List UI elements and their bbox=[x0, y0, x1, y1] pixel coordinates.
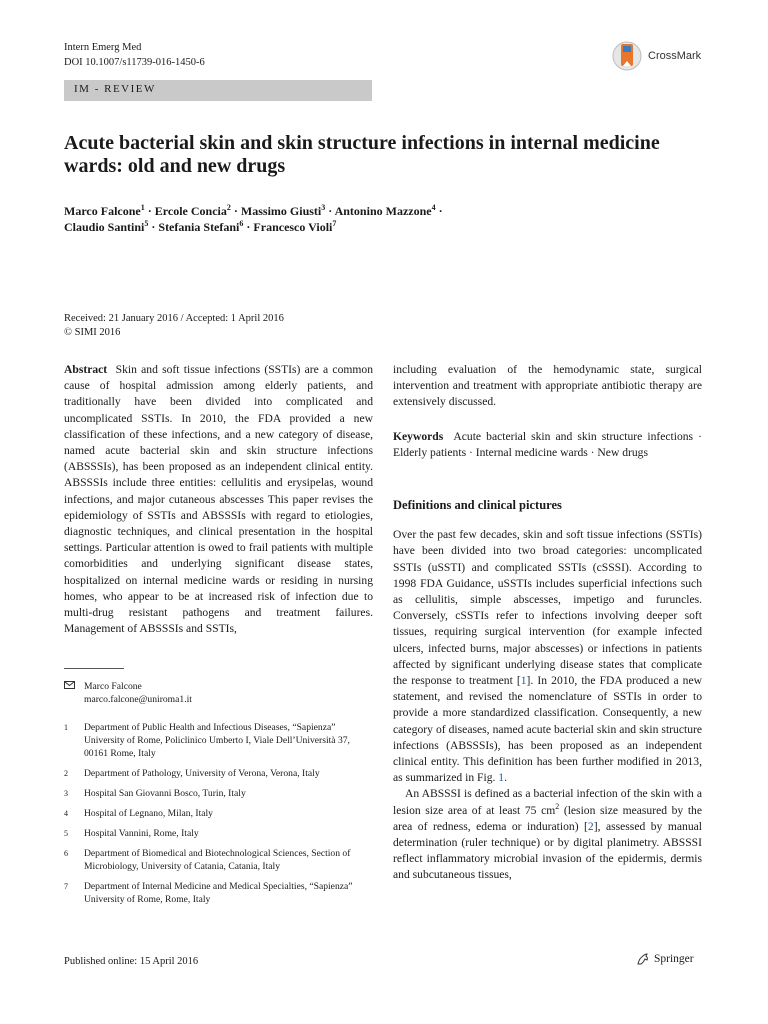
crossmark-label: CrossMark bbox=[648, 50, 702, 62]
publisher-logo bbox=[636, 952, 694, 966]
envelope-icon bbox=[64, 680, 84, 706]
publisher-name: Springer bbox=[654, 953, 694, 965]
affiliation-item: 6 Department of Biomedical and Biotechnological Sciences, Section of Microbiology, University of Catania, Catania, Italy bbox=[64, 848, 351, 872]
author-list: Marco Falcone$^1$ · Ercole Concia$^2$ · Massimo Giusti$^3$ · Antonino Mazzone$^4$ · Claudio Santini$^5$ · Stefania Stefani$^6$ · Francesco Violi$^7$ bbox=[64, 203, 443, 234]
author[interactable]: Marco Falcone$^1$ bbox=[64, 203, 145, 218]
article-title: Acute bacterial skin and skin structure infections in internal medicine wards: old and new drugs bbox=[64, 132, 660, 177]
affiliation-item: 5 Hospital Vannini, Rome, Italy bbox=[64, 828, 199, 839]
affiliation-item: 4 Hospital of Legnano, Milan, Italy bbox=[64, 808, 213, 819]
correspondence-name: Marco Falcone bbox=[84, 681, 142, 692]
abstract-continuation: including evaluation of the hemodynamic state, surgical intervention and treatment with appropriate antibiotic therapy are extensively discussed. bbox=[393, 363, 702, 409]
footnote-divider bbox=[64, 668, 124, 669]
body-paragraph: An ABSSSI is defined as a bacterial infection of the skin with a lesion size area of at least 75 $cm^2$ (lesion size measured by the area of redness, edema or induration) [2], assessed by manual determination (ruler technique) or by digital planimetry. ABSSSI reflect inflammatory microbial invasion of the epidermis, dermis and subcutaneous tissues, bbox=[393, 787, 702, 882]
citation-link[interactable]: 2 bbox=[587, 819, 594, 833]
body-column bbox=[393, 362, 702, 884]
affiliation-item: 1 Department of Public Health and Infectious Diseases, “Sapienza” University of Rome, Policlinico Umberto I, Viale Dell’Università 37, 00161 Rome, Italy bbox=[64, 722, 350, 759]
affiliation-notes bbox=[64, 680, 373, 913]
crossmark-badge[interactable] bbox=[612, 38, 722, 74]
keywords-text: Acute bacterial skin and skin structure infections · Elderly patients · Internal medicine wards · New drugs bbox=[393, 429, 702, 459]
copyright: © SIMI 2016 bbox=[64, 327, 121, 338]
springer-horse-icon bbox=[636, 952, 650, 966]
abstract-column bbox=[64, 362, 373, 637]
author[interactable]: Francesco Violi$^7$ bbox=[253, 219, 337, 234]
affiliation-item: 2 Department of Pathology, University of Verona, Verona, Italy bbox=[64, 768, 320, 779]
doi[interactable]: DOI 10.1007/s11739-016-1450-6 bbox=[64, 57, 205, 68]
keywords-label: Keywords bbox=[393, 429, 444, 443]
correspondence-email[interactable]: marco.falcone@uniroma1.it bbox=[84, 694, 192, 705]
body-paragraph: Over the past few decades, skin and soft tissue infections (SSTIs) have been divided into two broad categories: uncomplicated SSTIs (uSSTI) and complicated SSTIs (cSSSI). According to 1998 FDA Guidance, uSSTIs includes superficial infections such as cellulitis, simple abscesses, impetigo and furuncles. Conversely, cSSTIs refer to infections involving deeper soft tissues, requiring surgical intervention (for example infected ulcers, infected burns, major abscesses) or infections in patients affected by significant underlying disease states that complicate the response to treatment [1]. In 2010, the FDA produced a new statement, and revised the nomenclature of SSTIs in order to provide a more standardized classification. Consequently, a new category of diseases, named acute bacterial skin and skin structure infections (ABSSSIs), has been proposed as an independent clinical entity. This definition has been further modified in 2013, as summarized in Fig. 1. bbox=[393, 528, 702, 785]
published-date: Published online: 15 April 2016 bbox=[64, 956, 199, 967]
citation-link[interactable]: 1 bbox=[520, 674, 527, 688]
journal-name: Intern Emerg Med bbox=[64, 42, 142, 53]
article-dates bbox=[64, 312, 284, 340]
author[interactable]: Massimo Giusti$^3$ bbox=[240, 203, 326, 218]
abstract bbox=[64, 362, 373, 637]
section-tag bbox=[64, 80, 372, 101]
section-heading: Definitions and clinical pictures bbox=[393, 498, 562, 513]
received-accepted: Received: 21 January 2016 / Accepted: 1 April 2016 bbox=[64, 313, 284, 324]
keywords bbox=[393, 429, 702, 461]
abstract-text: Skin and soft tissue infections (SSTIs) are a common cause of hospital admission among elderly patients, and traditionally have been divided into complicated and uncomplicated SSTIs. In 2010, the FDA provided a new classification of these infections, and a new category of disease, named acute bacterial skin and skin structure infections (ABSSSIs), has been proposed as an independent clinical entity. ABSSSIs include three entities: cellulitis and erysipelas, wound infections, and major cutaneous abscesses This paper revises the epidemiology of SSTIs and ABSSSIs with regard to etiologies, diagnostic techniques, and clinical presentation in the hospital settings. Particular attention is owed to frail patients with multiple comorbidities and underlying significant disease states, hospitalized on internal medicine wards or residing in nursing homes, who appear to be at increased risk of infection due to multi-drug resistant pathogens and treatment failures. Management of ABSSSIs and SSTIs, bbox=[64, 363, 374, 636]
author[interactable]: Antonino Mazzone$^4$ bbox=[334, 203, 436, 218]
affiliation-item: 7 Department of Internal Medicine and Medical Specialties, “Sapienza” University of Rome, Rome, Italy bbox=[64, 881, 353, 905]
crossmark-icon bbox=[612, 39, 642, 73]
section-tag-label: IM - REVIEW bbox=[74, 83, 156, 95]
journal-header bbox=[64, 40, 205, 70]
figure-link[interactable]: 1 bbox=[498, 771, 505, 785]
abstract-label: Abstract bbox=[64, 363, 108, 376]
affiliation-item: 3 Hospital San Giovanni Bosco, Turin, Italy bbox=[64, 788, 246, 799]
author[interactable]: Claudio Santini$^5$ bbox=[64, 219, 149, 234]
correspondence bbox=[64, 680, 373, 706]
author[interactable]: Stefania Stefani$^6$ bbox=[158, 219, 244, 234]
author[interactable]: Ercole Concia$^2$ bbox=[154, 203, 231, 218]
